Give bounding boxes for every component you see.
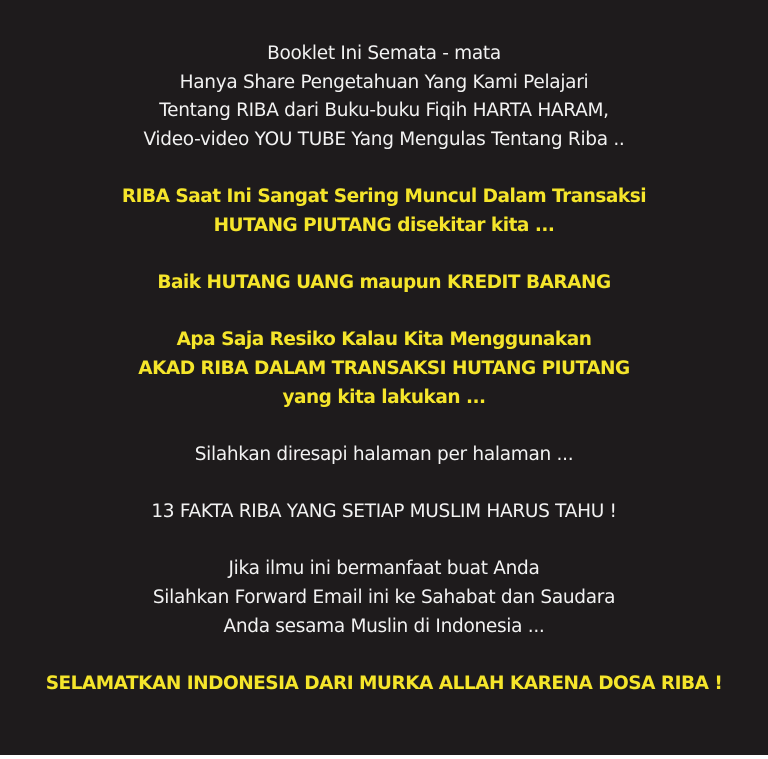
riba-now-line-2: HUTANG PIUTANG disekitar kita ... — [213, 215, 555, 236]
risk-line-3: yang kita lakukan ... — [282, 387, 486, 408]
forward-line-2: Silahkan Forward Email ini ke Sahabat dan Saudara — [152, 587, 616, 608]
closing-line: SELAMATKAN INDONESIA DARI MURKA ALLAH KARENA DOSA RIBA ! — [45, 673, 723, 694]
intro-line-1: Booklet Ini Semata - mata — [267, 43, 501, 64]
risk-line-1: Apa Saja Resiko Kalau Kita Menggunakan — [176, 329, 592, 350]
intro-line-4: Video-video YOU TUBE Yang Mengulas Tentang Riba .. — [143, 129, 625, 150]
risk-line-2: AKAD RIBA DALAM TRANSAKSI HUTANG PIUTANG — [138, 358, 630, 379]
facts-title-line: 13 FAKTA RIBA YANG SETIAP MUSLIM HARUS TAHU ! — [151, 501, 617, 522]
bottom-edge — [0, 755, 768, 759]
riba-now-line-1: RIBA Saat Ini Sangat Sering Muncul Dalam Transaksi — [121, 186, 647, 207]
intro-line-3: Tentang RIBA dari Buku-buku Fiqih HARTA HARAM, — [159, 100, 609, 121]
read-prompt-line: Silahkan diresapi halaman per halaman ... — [194, 444, 574, 465]
forward-line-3: Anda sesama Muslin di Indonesia ... — [223, 616, 545, 637]
intro-line-2: Hanya Share Pengetahuan Yang Kami Pelajari — [179, 72, 589, 93]
debt-types-line: Baik HUTANG UANG maupun KREDIT BARANG — [157, 272, 611, 293]
forward-line-1: Jika ilmu ini bermanfaat buat Anda — [228, 558, 540, 579]
